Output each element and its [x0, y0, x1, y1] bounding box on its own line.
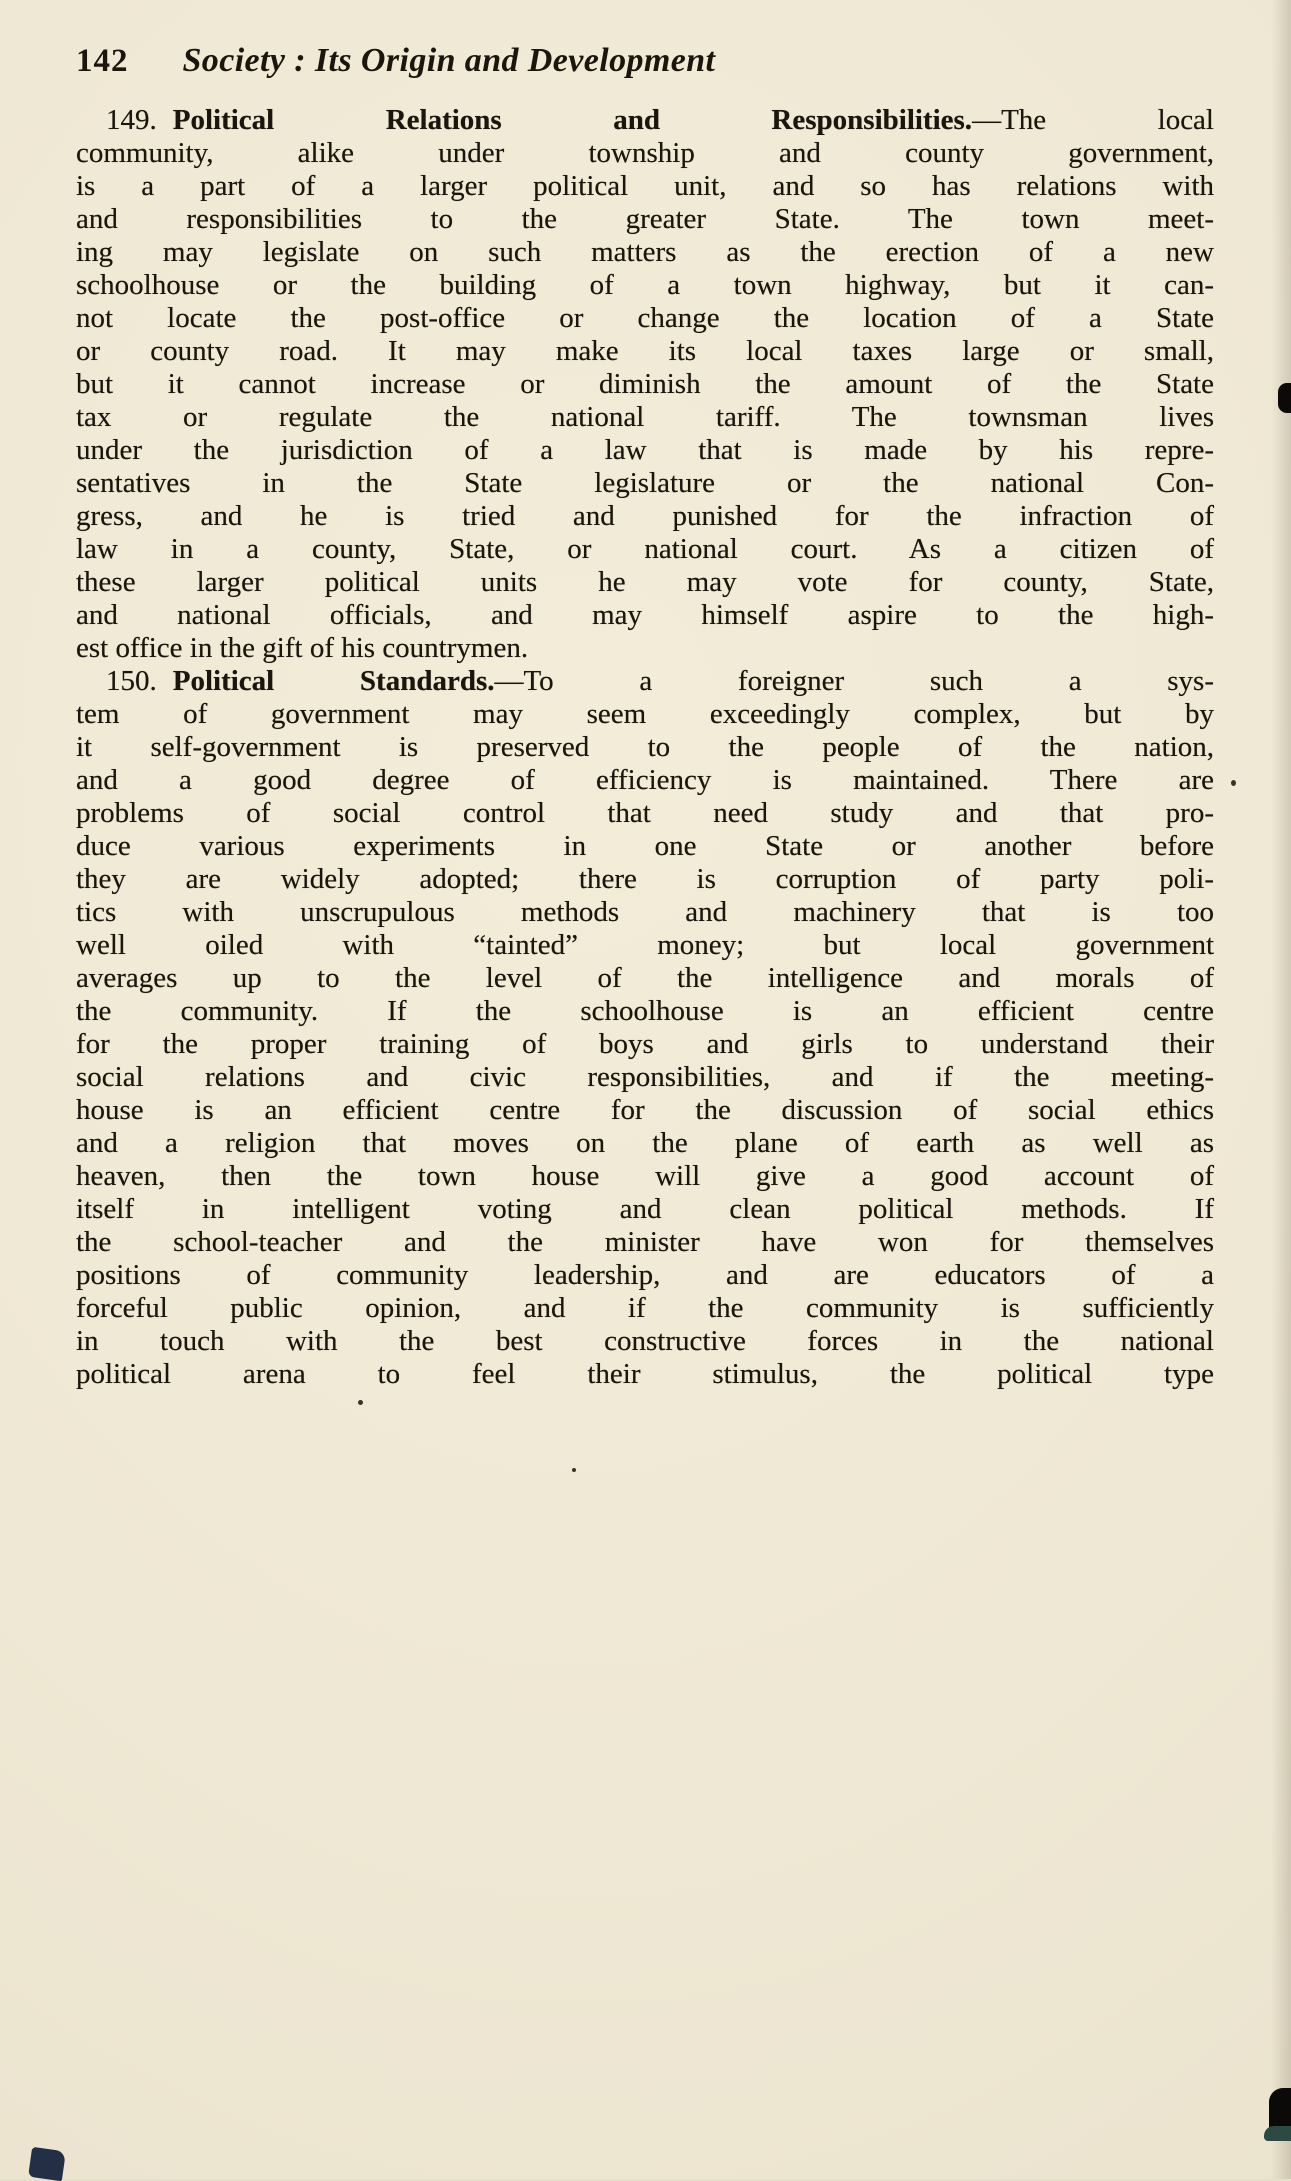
text-line: law in a county, State, or national court. As a citizen of — [76, 533, 1214, 566]
line-text: —The local — [972, 104, 1214, 136]
text-line: and national officials, and may himself aspire to the high- — [76, 599, 1214, 632]
text-line: political arena to feel their stimulus, the political type — [76, 1358, 1214, 1391]
text-line: sentatives in the State legislature or the national Con- — [76, 467, 1214, 500]
text-line: but it cannot increase or diminish the amount of the State — [76, 368, 1214, 401]
text-line: est office in the gift of his countrymen. — [76, 632, 1214, 665]
text-line: gress, and he is tried and punished for the infraction of — [76, 500, 1214, 533]
section-number: 149. — [106, 104, 157, 136]
text-line: is a part of a larger political unit, and so has relations with — [76, 170, 1214, 203]
page-body — [76, 104, 1214, 1391]
page-header — [76, 42, 1214, 80]
text-line: schoolhouse or the building of a town highway, but it can- — [76, 269, 1214, 302]
text-line: the community. If the schoolhouse is an efficient centre — [76, 995, 1214, 1028]
text-line: the school-teacher and the minister have won for themselves — [76, 1226, 1214, 1259]
text-line: for the proper training of boys and girls to understand their — [76, 1028, 1214, 1061]
text-line: not locate the post-office or change the location of a State — [76, 302, 1214, 335]
running-title: Society : Its Origin and Development — [183, 42, 716, 80]
scan-speck — [1231, 780, 1236, 786]
text-line: these larger political units he may vote for county, State, — [76, 566, 1214, 599]
scan-speck — [572, 1468, 576, 1472]
paragraph-first-line — [76, 104, 1214, 137]
text-line: positions of community leadership, and are educators of a — [76, 1259, 1214, 1292]
text-line: it self-government is preserved to the people of the nation, — [76, 731, 1214, 764]
text-line: under the jurisdiction of a law that is made by his repre- — [76, 434, 1214, 467]
text-line: tax or regulate the national tariff. The townsman lives — [76, 401, 1214, 434]
text-line: they are widely adopted; there is corruption of party poli- — [76, 863, 1214, 896]
text-line: heaven, then the town house will give a good account of — [76, 1160, 1214, 1193]
text-line: tem of government may seem exceedingly complex, but by — [76, 698, 1214, 731]
section-heading: Political Relations and Responsibilities. — [173, 104, 972, 136]
text-line: well oiled with “tainted” money; but local government — [76, 929, 1214, 962]
text-line: problems of social control that need study and that pro- — [76, 797, 1214, 830]
section-heading: Political Standards. — [173, 665, 495, 697]
page-edge-shadow — [1271, 0, 1291, 2179]
text-line: and responsibilities to the greater State. The town meet- — [76, 203, 1214, 236]
text-line: forceful public opinion, and if the community is sufficiently — [76, 1292, 1214, 1325]
text-line: in touch with the best constructive forces in the national — [76, 1325, 1214, 1358]
text-line: duce various experiments in one State or another before — [76, 830, 1214, 863]
text-line: ing may legislate on such matters as the erection of a new — [76, 236, 1214, 269]
scan-artifact-bottom-left — [28, 2147, 66, 2181]
line-text: —To a foreigner such a sys- — [494, 665, 1214, 697]
paragraph-first-line — [76, 665, 1214, 698]
text-line: and a religion that moves on the plane of earth as well as — [76, 1127, 1214, 1160]
text-line: tics with unscrupulous methods and machinery that is too — [76, 896, 1214, 929]
text-line: averages up to the level of the intelligence and morals of — [76, 962, 1214, 995]
text-line: and a good degree of efficiency is maintained. There are — [76, 764, 1214, 797]
scan-artifact-bottom-right-teal — [1264, 2126, 1291, 2141]
scan-artifact-right-edge — [1278, 383, 1291, 413]
section-number: 150. — [106, 665, 157, 697]
page-number: 142 — [76, 43, 129, 80]
text-line: or county road. It may make its local taxes large or small, — [76, 335, 1214, 368]
text-line: social relations and civic responsibilities, and if the meeting- — [76, 1061, 1214, 1094]
text-line: community, alike under township and county government, — [76, 137, 1214, 170]
text-line: house is an efficient centre for the discussion of social ethics — [76, 1094, 1214, 1127]
scan-speck — [358, 1400, 363, 1405]
text-line: itself in intelligent voting and clean political methods. If — [76, 1193, 1214, 1226]
